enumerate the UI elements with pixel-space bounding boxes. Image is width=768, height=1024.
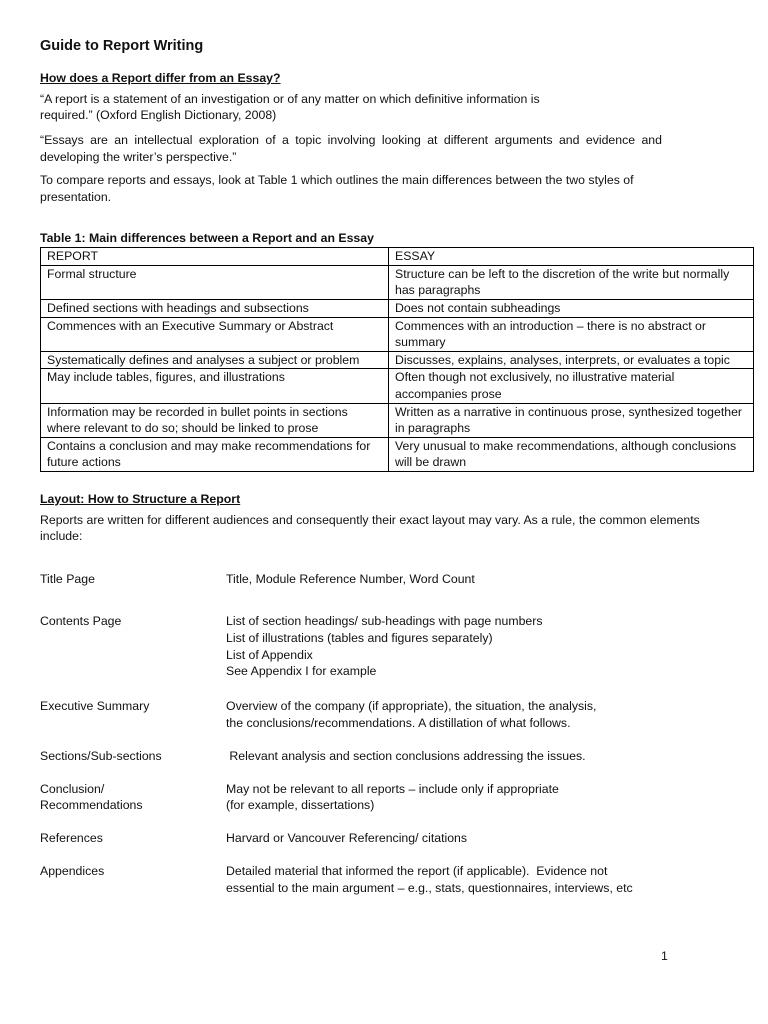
table-cell-essay: Commences with an introduction – there is no abstract or summary (389, 317, 754, 351)
term-line: Title Page (40, 572, 95, 587)
report-element-row (40, 830, 754, 847)
term-line: Executive Summary (40, 699, 150, 714)
differences-table (40, 247, 754, 472)
description-line: (for example, dissertations) (226, 798, 375, 813)
description-line: Detailed material that informed the report (if applicable). Evidence not (226, 864, 608, 879)
report-element-term (40, 613, 226, 680)
report-element-description (226, 830, 754, 847)
report-element-description (226, 698, 754, 732)
report-element-row (40, 863, 754, 897)
report-element-description (226, 748, 754, 765)
term-line: References (40, 831, 103, 846)
table-row (41, 369, 754, 403)
report-element-row (40, 748, 754, 765)
term-line: Sections/Sub-sections (40, 748, 162, 763)
table-cell-essay: Often though not exclusively, no illustrative material accompanies prose (389, 369, 754, 403)
table-cell-report: Formal structure (41, 265, 389, 299)
description-line: List of illustrations (tables and figures separately) (226, 630, 493, 645)
table-cell-essay: Very unusual to make recommendations, although conclusions will be drawn (389, 437, 754, 471)
table-header-essay: ESSAY (389, 248, 754, 266)
report-element-term (40, 748, 226, 765)
table-cell-essay: Written as a narrative in continuous prose, synthesized together in paragraphs (389, 403, 754, 437)
table-cell-essay: Does not contain subheadings (389, 299, 754, 317)
page-number: 1 (661, 949, 668, 963)
table-row (41, 317, 754, 351)
quote-essay: “Essays are an intellectual exploration of a topic involving looking at different arguments and evidence and developing the writer’s perspective.” (40, 133, 662, 164)
table-row (41, 265, 754, 299)
table-cell-essay: Structure can be left to the discretion of the write but normally has paragraphs (389, 265, 754, 299)
report-element-term (40, 863, 226, 897)
report-element-row (40, 571, 754, 588)
table-caption: Table 1: Main differences between a Report and an Essay (40, 231, 374, 246)
document-page (40, 38, 754, 897)
term-line: Appendices (40, 864, 105, 879)
term-line: Recommendations (40, 798, 143, 813)
table-header-row (41, 248, 754, 266)
layout-intro: Reports are written for different audiences and consequently their exact layout may vary. As a rule, the common elements include: (40, 512, 700, 544)
document-title: Guide to Report Writing (40, 38, 204, 54)
report-elements-list (40, 571, 754, 896)
table-row (41, 437, 754, 471)
quote-oed-line-2: required.” (Oxford English Dictionary, 2008) (40, 108, 277, 123)
report-element-description (226, 781, 754, 815)
report-element-description (226, 571, 754, 588)
report-element-row (40, 698, 754, 732)
report-element-description (226, 613, 754, 680)
report-element-term (40, 698, 226, 732)
description-line: List of section headings/ sub-headings with page numbers (226, 614, 543, 629)
table-row (41, 299, 754, 317)
table-cell-report: Contains a conclusion and may make recommendations for future actions (41, 437, 389, 471)
table-cell-report: Information may be recorded in bullet points in sections where relevant to do so; should be linked to prose (41, 403, 389, 437)
table-header-report: REPORT (41, 248, 389, 266)
description-line: See Appendix I for example (226, 664, 377, 679)
description-line: Overview of the company (if appropriate), the situation, the analysis, (226, 699, 597, 714)
quote-oed (40, 91, 662, 125)
table-cell-report: Systematically defines and analyses a subject or problem (41, 351, 389, 369)
description-line: Harvard or Vancouver Referencing/ citations (226, 831, 468, 846)
term-line: Conclusion/ (40, 781, 105, 796)
description-line: the conclusions/recommendations. A distillation of what follows. (226, 716, 571, 731)
compare-paragraph: To compare reports and essays, look at Table 1 which outlines the main differences between the two styles of presentation. (40, 172, 634, 204)
table-cell-report: May include tables, figures, and illustrations (41, 369, 389, 403)
description-line: May not be relevant to all reports – include only if appropriate (226, 781, 559, 796)
table-row (41, 351, 754, 369)
quote-oed-line-1: “A report is a statement of an investigation or of any matter on which definitive information is (40, 91, 540, 106)
report-element-term (40, 830, 226, 847)
description-line: essential to the main argument – e.g., stats, questionnaires, interviews, etc (226, 880, 633, 895)
section-heading-report-vs-essay: How does a Report differ from an Essay? (40, 70, 281, 85)
description-line: Title, Module Reference Number, Word Count (226, 572, 475, 587)
report-element-row (40, 781, 754, 815)
table-row (41, 403, 754, 437)
description-line: List of Appendix (226, 647, 313, 662)
report-element-row (40, 613, 754, 680)
table-cell-report: Defined sections with headings and subsections (41, 299, 389, 317)
term-line: Contents Page (40, 614, 122, 629)
report-element-term (40, 781, 226, 815)
table-cell-essay: Discusses, explains, analyses, interprets, or evaluates a topic (389, 351, 754, 369)
report-element-description (226, 863, 754, 897)
description-line: Relevant analysis and section conclusions addressing the issues. (226, 748, 586, 763)
section-heading-layout: Layout: How to Structure a Report (40, 491, 241, 506)
report-element-term (40, 571, 226, 588)
table-cell-report: Commences with an Executive Summary or Abstract (41, 317, 389, 351)
